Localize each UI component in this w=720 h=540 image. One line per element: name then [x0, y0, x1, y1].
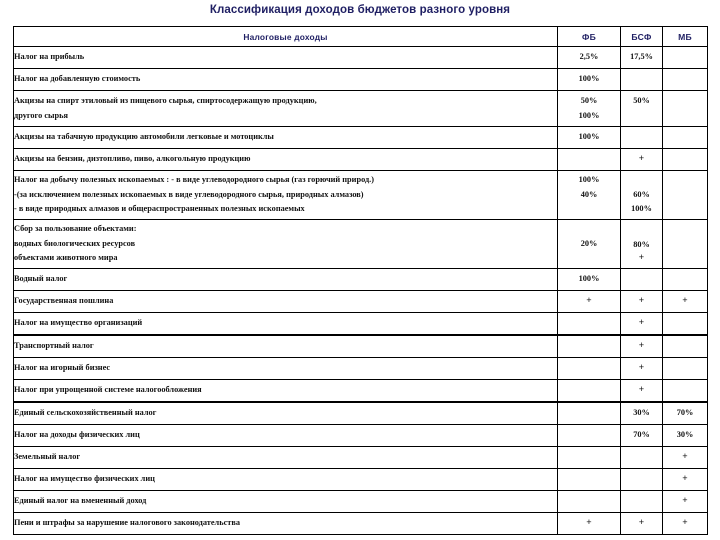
cell-revenue-name-line: - в виде природных алмазов и общераспространенных полезных ископаемых [14, 204, 305, 214]
cell-bsf-value [621, 469, 663, 491]
cell-fb-value [558, 469, 621, 491]
cell-fb-value [558, 269, 621, 291]
cell-mb-value [663, 47, 708, 69]
cell-bsf-value [621, 291, 663, 313]
cell-mb-value-line: + [682, 474, 688, 484]
cell-revenue-name-line: Налог на имущество физических лиц [14, 474, 155, 484]
cell-bsf-value [621, 269, 663, 291]
table-row [14, 513, 708, 535]
cell-revenue-name [14, 469, 558, 491]
table-row [14, 425, 708, 447]
cell-mb-value [663, 447, 708, 469]
cell-fb-value [558, 425, 621, 447]
cell-mb-value [663, 149, 708, 171]
tax-revenue-table-container [13, 26, 707, 535]
cell-mb-value [663, 491, 708, 513]
cell-revenue-name [14, 335, 558, 358]
table-row [14, 402, 708, 425]
cell-mb-value [663, 69, 708, 91]
cell-fb-value-line: 2,5% [579, 52, 599, 62]
table-row [14, 447, 708, 469]
cell-fb-value [558, 447, 621, 469]
table-row [14, 380, 708, 403]
table-row [14, 269, 708, 291]
cell-revenue-name [14, 447, 558, 469]
cell-revenue-name-line: Земельный налог [14, 452, 81, 462]
table-row [14, 69, 708, 91]
table-row [14, 358, 708, 380]
cell-bsf-value-line: 17,5% [630, 52, 653, 62]
cell-revenue-name-line: Налог на добавленную стоимость [14, 74, 141, 84]
cell-revenue-name [14, 425, 558, 447]
cell-fb-value [558, 335, 621, 358]
cell-bsf-value-line: 30% [633, 408, 650, 418]
table-row [14, 127, 708, 149]
cell-mb-value-line: 70% [676, 408, 694, 418]
cell-revenue-name [14, 91, 558, 127]
cell-bsf-value-line: + [638, 296, 645, 306]
cell-revenue-name [14, 491, 558, 513]
cell-bsf-value [621, 149, 663, 171]
cell-revenue-name [14, 402, 558, 425]
cell-mb-value [663, 291, 708, 313]
cell-revenue-name [14, 127, 558, 149]
cell-fb-value-line: 40% [580, 189, 598, 199]
cell-fb-value [558, 402, 621, 425]
cell-fb-value [558, 313, 621, 336]
page-title: Классификация доходов бюджетов разного уровня [209, 4, 511, 16]
cell-mb-value [663, 171, 708, 220]
table-row [14, 335, 708, 358]
cell-revenue-name-line: объектами животного мира [14, 253, 118, 263]
cell-revenue-name [14, 47, 558, 69]
cell-bsf-value-line: 60% [633, 189, 650, 199]
cell-bsf-value-line: + [638, 363, 645, 373]
cell-mb-value [663, 469, 708, 491]
cell-mb-value [663, 335, 708, 358]
cell-revenue-name-line: Акцизы на бензин, дизтопливо, пиво, алкогольную продукцию [14, 154, 251, 164]
cell-revenue-name-line: Акцизы на спирт этиловый из пищевого сырья, спиртосодержащую продукцию, [14, 96, 317, 105]
cell-bsf-value-line: 80% [633, 239, 650, 249]
cell-fb-value [558, 171, 621, 220]
cell-mb-value-line: + [682, 518, 688, 528]
cell-fb-value-line: 100% [578, 132, 600, 142]
cell-revenue-name [14, 313, 558, 336]
cell-revenue-name-line: Акцизы на табачную продукцию автомобили легковые и мотоциклы [14, 132, 274, 142]
cell-fb-value-line: 100% [578, 110, 600, 120]
column-header-name: Налоговые доходы [14, 27, 558, 47]
cell-fb-value [558, 380, 621, 403]
cell-bsf-value [621, 313, 663, 336]
table-row [14, 91, 708, 127]
table-row [14, 149, 708, 171]
cell-bsf-value-line: 70% [633, 430, 650, 440]
cell-revenue-name-line: Единый налог на вмененный доход [14, 496, 147, 506]
cell-revenue-name-line: Налог на прибыль [14, 52, 85, 62]
cell-fb-value-line: + [586, 518, 592, 528]
cell-revenue-name-line: Налог на игорный бизнес [14, 363, 111, 373]
cell-mb-value [663, 91, 708, 127]
cell-bsf-value [621, 171, 663, 220]
cell-fb-value [558, 513, 621, 535]
cell-bsf-value [621, 513, 663, 535]
cell-mb-value [663, 358, 708, 380]
cell-fb-value-line: 50% [580, 96, 598, 105]
cell-bsf-value [621, 69, 663, 91]
cell-revenue-name [14, 269, 558, 291]
cell-bsf-value [621, 358, 663, 380]
column-header-fb: ФБ [558, 27, 621, 47]
cell-bsf-value [621, 335, 663, 358]
cell-mb-value-line: 30% [676, 430, 694, 440]
cell-revenue-name-line: Налог на добычу полезных ископаемых : - в виде углеводородного сырья (газ горючий природ.) [14, 175, 375, 185]
cell-mb-value [663, 402, 708, 425]
cell-mb-value [663, 425, 708, 447]
cell-revenue-name-line: Налог на имущество организаций [14, 318, 143, 328]
cell-mb-value [663, 220, 708, 269]
cell-mb-value-line: + [682, 296, 688, 306]
cell-revenue-name-line: другого сырья [14, 110, 68, 120]
cell-revenue-name [14, 220, 558, 269]
cell-revenue-name-line: водных биологических ресурсов [14, 238, 136, 248]
cell-fb-value [558, 149, 621, 171]
cell-bsf-value-line: + [638, 518, 645, 528]
cell-bsf-value-line: 100% [631, 204, 652, 214]
cell-revenue-name [14, 513, 558, 535]
table-body [14, 47, 708, 535]
cell-revenue-name-line: Налог на доходы физических лиц [14, 430, 140, 440]
cell-revenue-name-line: Пени и штрафы за нарушение налогового законодательства [14, 518, 240, 528]
cell-bsf-value-line: + [638, 318, 645, 328]
table-row [14, 491, 708, 513]
cell-bsf-value [621, 447, 663, 469]
table-row [14, 291, 708, 313]
cell-fb-value [558, 91, 621, 127]
cell-bsf-value [621, 91, 663, 127]
cell-bsf-value [621, 127, 663, 149]
table-row [14, 313, 708, 336]
cell-revenue-name-line: Налог при упрощенной системе налогообложения [14, 385, 202, 395]
cell-mb-value [663, 313, 708, 336]
cell-fb-value [558, 47, 621, 69]
cell-fb-value [558, 291, 621, 313]
cell-fb-value [558, 220, 621, 269]
cell-revenue-name-line: Государственная пошлина [14, 296, 114, 306]
cell-bsf-value [621, 491, 663, 513]
table-header-row [14, 27, 708, 47]
cell-revenue-name-line: Сбор за пользование объектами: [14, 224, 137, 234]
cell-fb-value-line: 100% [578, 175, 600, 185]
column-header-mb: МБ [663, 27, 708, 47]
table-row [14, 171, 708, 220]
cell-fb-value [558, 127, 621, 149]
cell-revenue-name-line: Единый сельскохозяйственный налог [14, 408, 157, 418]
cell-revenue-name-line: -(за исключением полезных ископаемых в виде углеводородного сырья, природных алмазов) [14, 189, 364, 199]
cell-revenue-name [14, 69, 558, 91]
cell-bsf-value-line: + [638, 154, 645, 164]
table-header [14, 27, 708, 47]
cell-mb-value [663, 380, 708, 403]
cell-mb-value-line: + [682, 452, 688, 462]
cell-revenue-name [14, 291, 558, 313]
cell-fb-value-line: + [586, 296, 592, 306]
cell-revenue-name [14, 171, 558, 220]
cell-bsf-value [621, 220, 663, 269]
cell-bsf-value [621, 425, 663, 447]
cell-bsf-value [621, 380, 663, 403]
cell-mb-value [663, 269, 708, 291]
cell-mb-value [663, 513, 708, 535]
cell-fb-value [558, 358, 621, 380]
cell-bsf-value-line: + [638, 385, 645, 395]
cell-bsf-value [621, 402, 663, 425]
cell-revenue-name [14, 358, 558, 380]
cell-fb-value [558, 491, 621, 513]
cell-bsf-value-line: + [638, 253, 645, 263]
table-row [14, 47, 708, 69]
cell-fb-value-line: 20% [580, 238, 598, 248]
cell-mb-value [663, 127, 708, 149]
cell-bsf-value [621, 47, 663, 69]
cell-fb-value-line: 100% [578, 274, 600, 284]
cell-revenue-name [14, 380, 558, 403]
cell-bsf-value-line: 50% [633, 96, 650, 105]
tax-revenue-table [13, 26, 708, 535]
table-row [14, 220, 708, 269]
cell-fb-value-line: 100% [578, 74, 600, 84]
cell-revenue-name-line: Транспортный налог [14, 341, 94, 351]
cell-fb-value [558, 69, 621, 91]
cell-revenue-name-line: Водный налог [14, 274, 68, 284]
cell-mb-value-line: + [682, 496, 688, 506]
column-header-bsf: БСФ [621, 27, 663, 47]
table-row [14, 469, 708, 491]
cell-revenue-name [14, 149, 558, 171]
cell-bsf-value-line: + [638, 341, 645, 351]
